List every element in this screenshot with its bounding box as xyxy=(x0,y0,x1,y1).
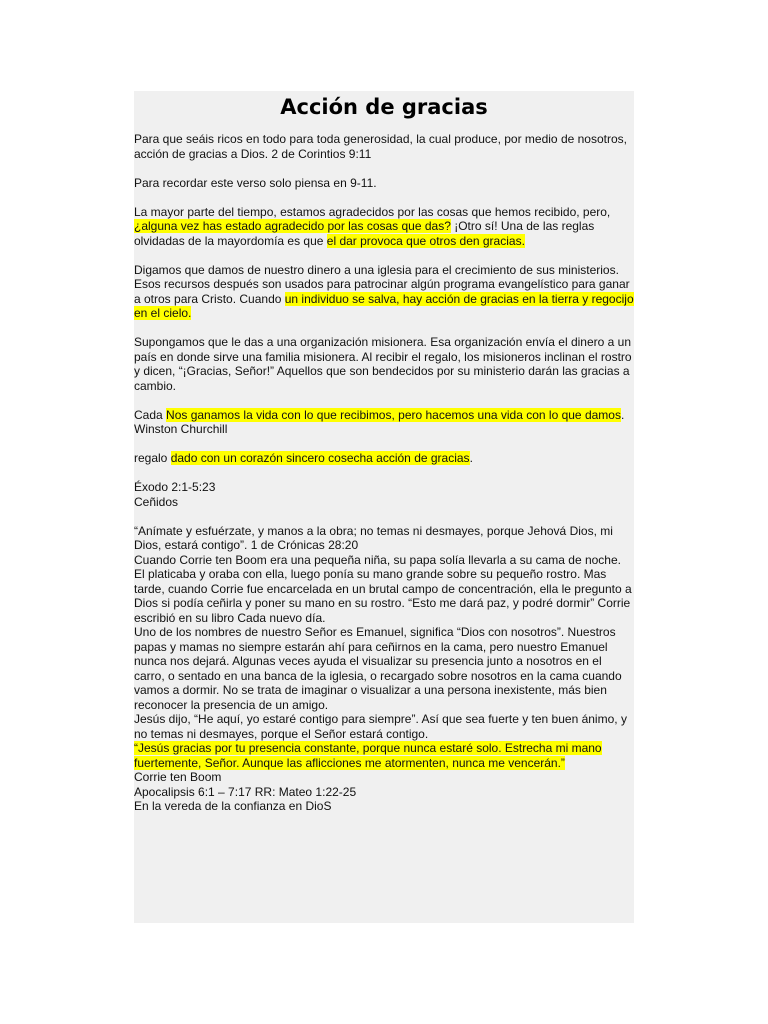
document-title: Acción de gracias xyxy=(280,95,488,119)
devotional-author: Corrie ten Boom xyxy=(134,770,222,784)
devotional-story: Jesús dijo, “He aquí, yo estaré contigo para siempre”. Así que sea fuerte y ten buen ánimo, y no temas ni desmayes, porque el Señor estará contigo. xyxy=(134,712,627,741)
scripture-reference: Éxodo 2:1-5:23 xyxy=(134,480,216,494)
highlighted-text: ¿alguna vez has estado agradecido por las cosas que das? xyxy=(134,219,451,233)
paragraph-text: ¡Otro sí! Una de las reglas olvidadas de la mayordomía es que xyxy=(134,219,595,248)
paragraph-text: Digamos que damos de nuestro dinero a una iglesia para el crecimiento de sus ministerios. Esos recursos después son usados para patrocinar algún programa evangelístico para ganar a otros para Cristo. Cuando xyxy=(134,262,630,306)
devotional-closing: En la vereda de la confianza en DioS xyxy=(134,799,332,813)
section-heading: Ceñidos xyxy=(134,494,179,509)
paragraph-text: . xyxy=(620,407,625,422)
devotional-prayer xyxy=(134,741,634,770)
quote-author: Winston Churchill xyxy=(134,422,228,436)
highlighted-text: el dar provoca que otros den gracias. xyxy=(326,233,525,248)
highlighted-quote: Nos ganamos la vida con lo que recibimos, pero hacemos una vida con lo que damos xyxy=(166,407,621,422)
devotional-story: Cuando Corrie ten Boom era una pequeña niña, su papa solía llevarla a su cama de noche. El platicaba y oraba con ella, luego ponía su mano grande sobre su pequeño rostro. Mas tarde, cuando Corrie fue encarcelada en un brutal campo de concentración, ella le pregunto a Dios si podía ceñirla y poner su mano en su rostro. “Esto me dará paz, y podré dormir” Corrie escribió en su libro Cada nuevo día. xyxy=(134,552,632,625)
devotional-section xyxy=(134,524,634,814)
devotional-quote: “Anímate y esfuérzate, y manos a la obra; no temas ni desmayes, porque Jehová Dios, mi Dios, estará contigo”. 1 de Crónicas 28:20 xyxy=(134,523,613,552)
highlighted-text: un individuo se salva, hay acción de gracias en la tierra y regocijo en el cielo. xyxy=(134,291,634,320)
paragraph-text: La mayor parte del tiempo, estamos agradecidos por las cosas que hemos recibido, pero, xyxy=(134,204,611,219)
paragraph-mission: Supongamos que le das a una organización misionera. Esa organización envía el dinero a un país en donde sirve una familia misionera. Al recibir el regalo, los misioneros inclinan el rostro y dicen, “¡Gracias, Señor!” Aquellos que son bendecidos por su ministerio darán las gracias a cambio. xyxy=(134,335,632,393)
paragraph-text: . xyxy=(469,451,473,465)
document-body xyxy=(134,132,634,814)
paragraph-text: regalo xyxy=(134,451,171,465)
devotional-references: Apocalipsis 6:1 – 7:17 RR: Mateo 1:22-25 xyxy=(134,784,357,799)
highlighted-prayer: “Jesús gracias por tu presencia constante, porque nunca estaré solo. Estrecha mi mano fuertemente, Señor. Aunque las aflicciones me atormenten, nunca me vencerán.” xyxy=(134,741,602,770)
paragraph-gratitude xyxy=(134,205,634,249)
paragraph-verse: Para que seáis ricos en todo para toda generosidad, la cual produce, por medio de nosotros, acción de gracias a Dios. 2 de Corintios 9:11 xyxy=(134,132,627,161)
document-page xyxy=(134,91,634,923)
paragraph-reminder: Para recordar este verso solo piensa en 9-11. xyxy=(134,175,377,190)
highlighted-text: dado con un corazón sincero cosecha acción de gracias xyxy=(170,451,470,465)
paragraph-text: Cada xyxy=(134,407,167,422)
devotional-story: Uno de los nombres de nuestro Señor es Emanuel, significa “Dios con nosotros”. Nuestros papas y mamas no siempre estarán ahí para ceñirnos en la cama, pero nuestro Emanuel nunca nos dejará. Algunas veces ayuda el visualizar su presencia junto a nosotros en el carro, o sentado en una banca de la iglesia, o recargado sobre nosotros en la cama cuando vamos a dormir. No se trata de imaginar o visualizar a una persona inexistente, más bien reconocer la presencia de un amigo. xyxy=(134,625,622,712)
paragraph-gift xyxy=(134,451,634,466)
paragraph-church xyxy=(134,263,634,321)
paragraph-churchill xyxy=(134,408,634,437)
paragraph-exodus xyxy=(134,480,634,509)
